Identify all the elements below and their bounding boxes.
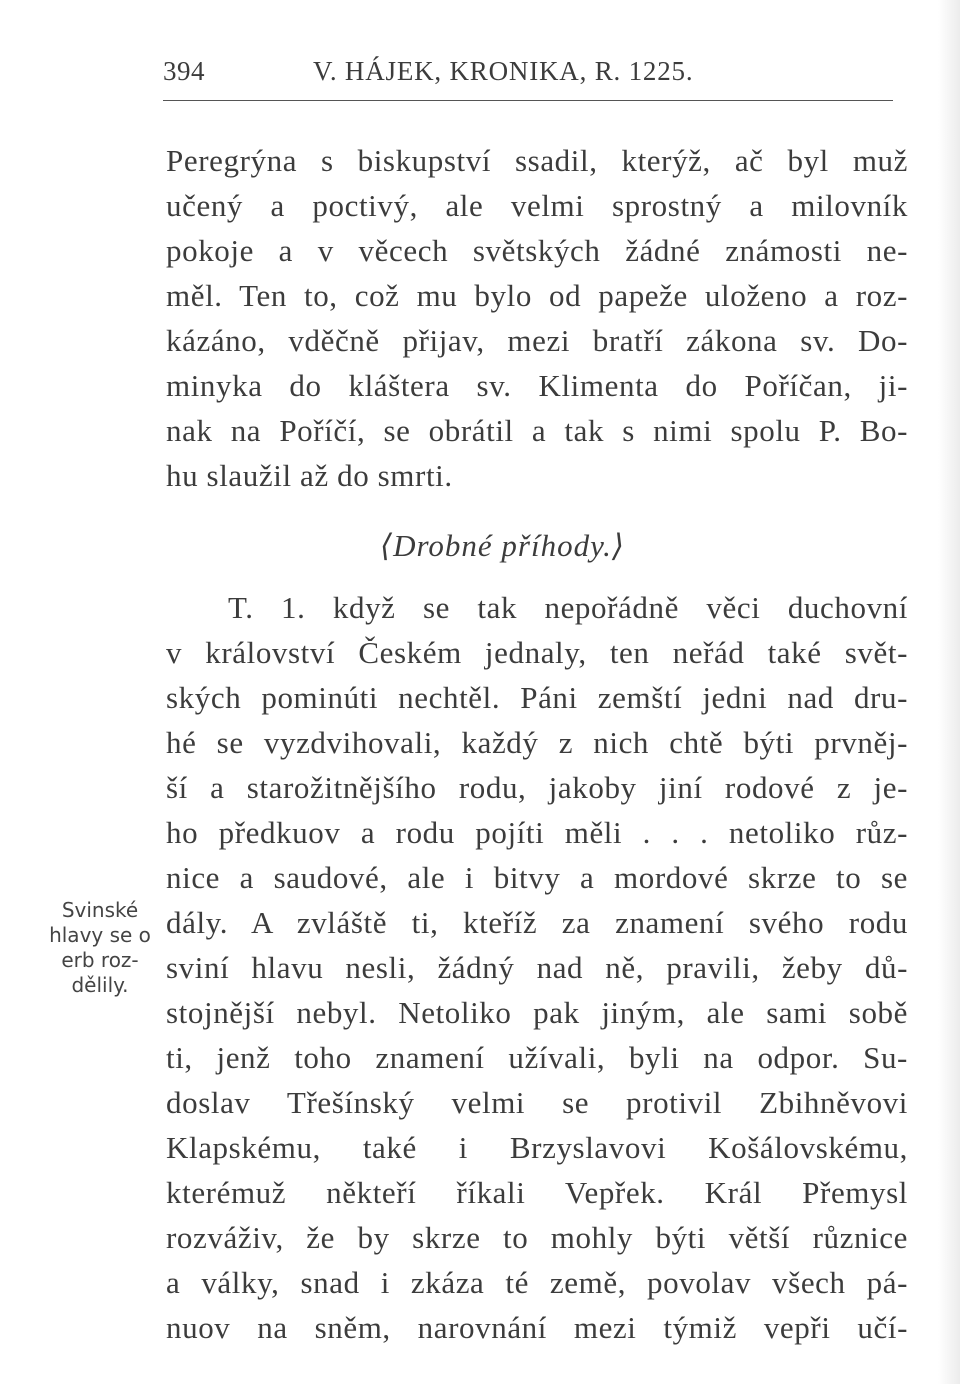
text-line: kterémuž někteří říkali Vepřek. Král Přemysl: [166, 1175, 908, 1210]
text-line: minyka do kláštera sv. Klimenta do Poříčan, ji-: [166, 368, 908, 403]
text-line: hu slaužil až do smrti.: [166, 458, 453, 493]
section-heading: ⟨Drobné příhody.⟩: [380, 528, 625, 563]
text-line: hé se vyzdvihovali, každý z nich chtě býti prvněj-: [166, 725, 908, 760]
running-header: [163, 56, 893, 101]
page-edge-shadow: [938, 0, 960, 1384]
text-line: dály. A zvláště ti, kteříž za znamení svého rodu: [166, 905, 908, 940]
text-line: a války, snad i zkáza té země, povolav všech pá-: [166, 1265, 908, 1300]
text-line: doslav Třešínský velmi se protivil Zbihněvovi: [166, 1085, 908, 1120]
paragraph-1: [166, 138, 908, 498]
text-line: nuov na sněm, narovnání mezi týmiž vepři učí-: [166, 1310, 908, 1345]
running-title: V. HÁJEK, KRONIKA, R. 1225.: [313, 56, 694, 86]
margin-note-line: hlavy se o: [49, 923, 151, 947]
text-line: stojnější nebyl. Netoliko pak jiným, ale sami sobě: [166, 995, 908, 1030]
text-line: ší a starožitnějšího rodu, jakoby jiní rodové z je-: [166, 770, 908, 805]
text-line: měl. Ten to, což mu bylo od papeže uloženo a roz-: [166, 278, 908, 313]
text-line: Klapskému, také i Brzyslavovi Košálovskému,: [166, 1130, 908, 1165]
text-line: pokoje a v věcech světských žádné známosti ne-: [166, 233, 908, 268]
text-line: Peregrýna s biskupství ssadil, kterýž, ač byl muž: [166, 143, 908, 178]
text-line: sviní hlavu nesli, žádný nad ně, pravili, žeby dů-: [166, 950, 908, 985]
margin-note-line: Svinské: [61, 898, 139, 922]
paragraph-2: [166, 585, 908, 1350]
text-line: ti, jenž toho znamení užívali, byli na odpor. Su-: [166, 1040, 908, 1075]
margin-note-line: dělily.: [71, 973, 129, 997]
text-line: ských pominúti nechtěl. Páni zemští jedni nad dru-: [166, 680, 908, 715]
text-line: v království Českém jednaly, ten neřád také svět-: [166, 635, 908, 670]
text-line: učený a poctivý, ale velmi sprostný a milovník: [166, 188, 908, 223]
margin-note-line: erb roz-: [61, 948, 139, 972]
margin-note: [30, 898, 170, 998]
text-line: nice a saudové, ale i bitvy a mordové skrze to se: [166, 860, 908, 895]
text-line: kázáno, vděčně přijav, mezi bratří zákona sv. Do-: [166, 323, 908, 358]
text-line: T. 1. když se tak nepořádně věci duchovní: [228, 590, 908, 625]
page-number: 394: [163, 56, 205, 86]
text-line: nak na Poříčí, se obrátil a tak s nimi spolu P. Bo-: [166, 413, 908, 448]
text-line: ho předkuov a rodu pojíti měli . . . netoliko růz-: [166, 815, 908, 850]
text-line: rozváživ, že by skrze to mohly býti větší různice: [166, 1220, 908, 1255]
